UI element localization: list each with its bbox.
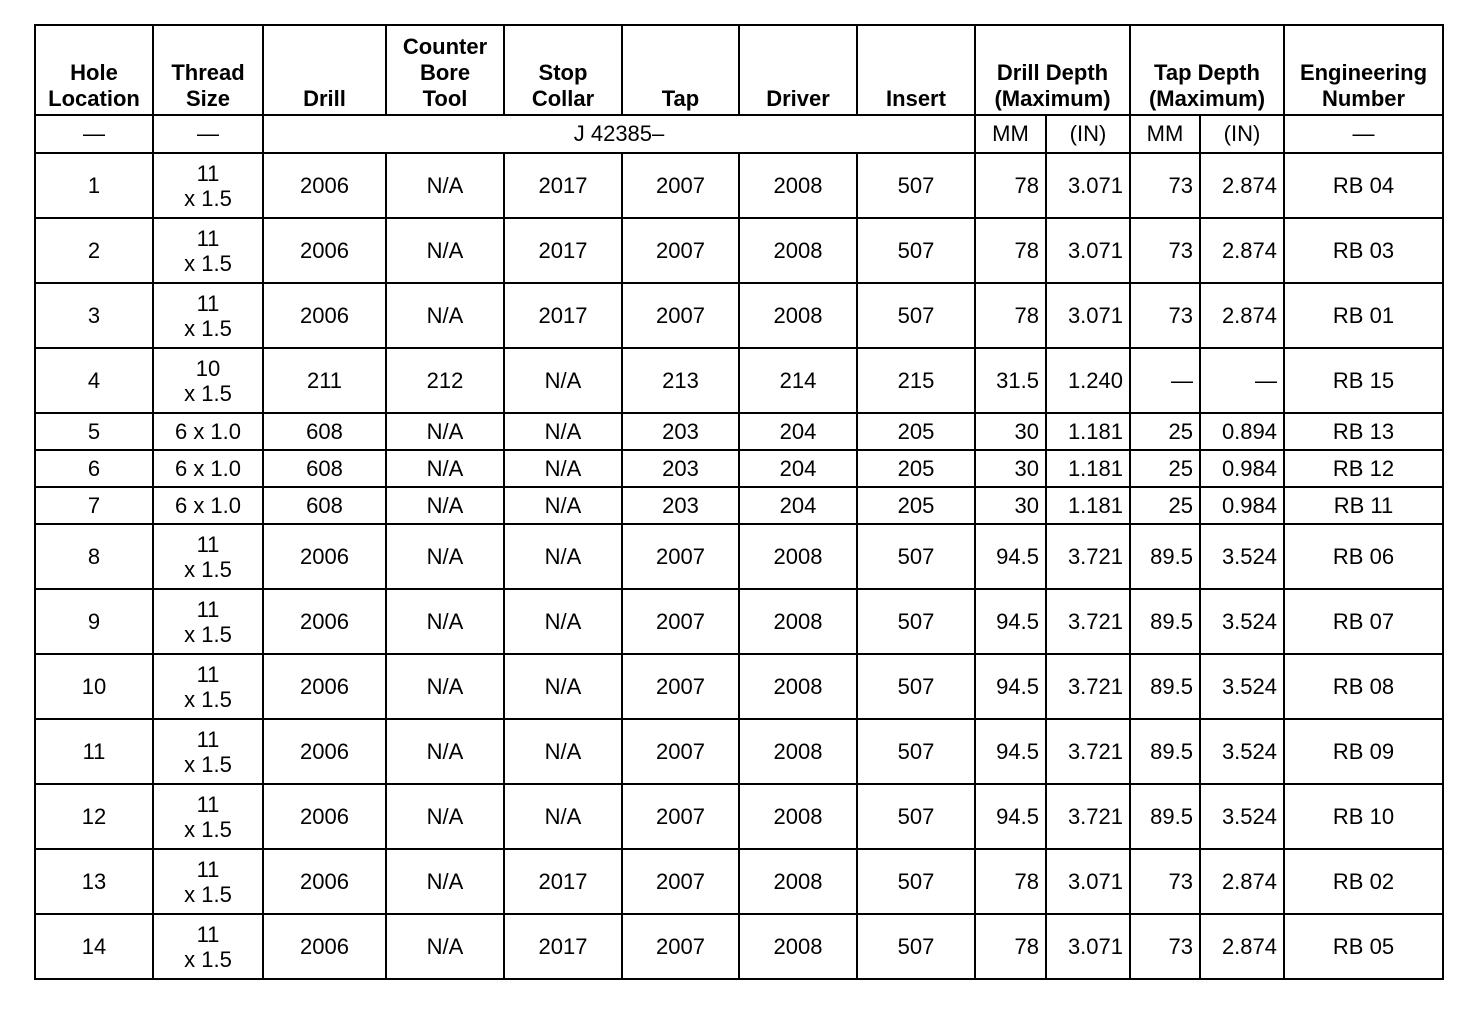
cell-tap-depth-mm: 25: [1130, 487, 1200, 524]
cell-drill-depth-in: 3.071: [1046, 283, 1130, 348]
cell-hole-location: 1: [35, 153, 153, 218]
cell-thread-size: [153, 413, 263, 450]
thread-size-line: 11: [196, 160, 220, 186]
cell-drill-depth-mm: 78: [975, 849, 1046, 914]
cell-stop-collar: 2017: [504, 218, 622, 283]
cell-thread-size: [153, 914, 263, 979]
cell-tap-depth-in: 3.524: [1200, 719, 1284, 784]
cell-counter-bore-tool: N/A: [386, 218, 504, 283]
cell-drill-depth-in: 3.071: [1046, 849, 1130, 914]
cell-tap-depth-mm: 89.5: [1130, 719, 1200, 784]
table-row: [35, 450, 1443, 487]
cell-driver: 2008: [739, 849, 857, 914]
cell-tap-depth-in: 2.874: [1200, 153, 1284, 218]
cell-counter-bore-tool: N/A: [386, 654, 504, 719]
cell-tap-depth-mm: 89.5: [1130, 589, 1200, 654]
cell-counter-bore-tool: N/A: [386, 450, 504, 487]
thread-size-line: x 1.5: [184, 621, 232, 647]
table-row: [35, 487, 1443, 524]
cell-tap-depth-in: 3.524: [1200, 654, 1284, 719]
cell-drill: 2006: [263, 719, 386, 784]
cell-hole-location: 12: [35, 784, 153, 849]
cell-stop-collar: N/A: [504, 589, 622, 654]
cell-tap-depth-mm: 73: [1130, 849, 1200, 914]
cell-thread-size: [153, 348, 263, 413]
cell-drill: 2006: [263, 914, 386, 979]
cell-drill-depth-mm: 31.5: [975, 348, 1046, 413]
table-row: [35, 348, 1443, 413]
table-row: [35, 784, 1443, 849]
subheader-drill-in: (IN): [1046, 115, 1130, 153]
cell-driver: 2008: [739, 153, 857, 218]
cell-tap: 203: [622, 450, 739, 487]
thread-size-line: x 1.5: [184, 946, 232, 972]
cell-drill: 2006: [263, 654, 386, 719]
cell-insert: 215: [857, 348, 975, 413]
cell-thread-size: [153, 849, 263, 914]
cell-driver: 2008: [739, 654, 857, 719]
cell-drill-depth-mm: 94.5: [975, 719, 1046, 784]
cell-drill-depth-mm: 30: [975, 487, 1046, 524]
cell-driver: 2008: [739, 914, 857, 979]
cell-stop-collar: N/A: [504, 413, 622, 450]
cell-drill-depth-mm: 94.5: [975, 524, 1046, 589]
cell-tap-depth-in: 2.874: [1200, 218, 1284, 283]
cell-engineering-number: RB 01: [1284, 283, 1443, 348]
thread-size-line: 11: [196, 856, 220, 882]
table-row: [35, 524, 1443, 589]
subheader-hole-location: —: [35, 115, 153, 153]
cell-thread-size: [153, 487, 263, 524]
cell-drill-depth-in: 3.721: [1046, 719, 1130, 784]
subheader-thread-size: —: [153, 115, 263, 153]
cell-engineering-number: RB 04: [1284, 153, 1443, 218]
cell-drill: 608: [263, 413, 386, 450]
cell-tap: 2007: [622, 914, 739, 979]
thread-size-line: 11: [196, 791, 220, 817]
cell-tap-depth-in: 0.984: [1200, 450, 1284, 487]
table-row: [35, 413, 1443, 450]
thread-size-line: 11: [196, 531, 220, 557]
header-driver: Driver: [739, 25, 857, 115]
cell-drill-depth-in: 3.721: [1046, 654, 1130, 719]
cell-stop-collar: N/A: [504, 654, 622, 719]
cell-insert: 205: [857, 487, 975, 524]
header-counter-bore-tool: Counter Bore Tool: [386, 25, 504, 115]
cell-drill-depth-in: 1.181: [1046, 413, 1130, 450]
cell-counter-bore-tool: 212: [386, 348, 504, 413]
cell-drill-depth-in: 3.071: [1046, 914, 1130, 979]
cell-engineering-number: RB 13: [1284, 413, 1443, 450]
table-row: [35, 153, 1443, 218]
table-row: [35, 849, 1443, 914]
cell-counter-bore-tool: N/A: [386, 589, 504, 654]
hole-tooling-table: [34, 24, 1444, 980]
thread-size-line: 11: [196, 596, 220, 622]
cell-thread-size: [153, 589, 263, 654]
cell-hole-location: 6: [35, 450, 153, 487]
cell-stop-collar: 2017: [504, 914, 622, 979]
cell-tap-depth-mm: 25: [1130, 450, 1200, 487]
cell-tap: 213: [622, 348, 739, 413]
cell-drill: 2006: [263, 784, 386, 849]
cell-tap: 2007: [622, 283, 739, 348]
cell-drill-depth-mm: 78: [975, 218, 1046, 283]
table-row: [35, 719, 1443, 784]
cell-engineering-number: RB 11: [1284, 487, 1443, 524]
cell-hole-location: 11: [35, 719, 153, 784]
header-stop-collar: Stop Collar: [504, 25, 622, 115]
cell-engineering-number: RB 12: [1284, 450, 1443, 487]
header-drill-depth: Drill Depth (Maximum): [975, 25, 1130, 115]
cell-engineering-number: RB 03: [1284, 218, 1443, 283]
thread-size-line: x 1.5: [184, 250, 232, 276]
cell-driver: 2008: [739, 283, 857, 348]
cell-drill-depth-in: 3.721: [1046, 589, 1130, 654]
cell-hole-location: 9: [35, 589, 153, 654]
cell-counter-bore-tool: N/A: [386, 487, 504, 524]
cell-tap: 2007: [622, 654, 739, 719]
cell-drill-depth-mm: 78: [975, 153, 1046, 218]
cell-driver: 2008: [739, 524, 857, 589]
cell-drill-depth-in: 1.181: [1046, 487, 1130, 524]
cell-tap: 2007: [622, 849, 739, 914]
cell-thread-size: [153, 524, 263, 589]
cell-stop-collar: N/A: [504, 524, 622, 589]
thread-size-line: x 1.5: [184, 751, 232, 777]
cell-hole-location: 4: [35, 348, 153, 413]
cell-drill: 2006: [263, 153, 386, 218]
cell-stop-collar: 2017: [504, 283, 622, 348]
cell-tap-depth-mm: 89.5: [1130, 654, 1200, 719]
cell-tap: 203: [622, 487, 739, 524]
header-drill: Drill: [263, 25, 386, 115]
cell-drill: 2006: [263, 218, 386, 283]
cell-tap-depth-in: 3.524: [1200, 524, 1284, 589]
header-insert: Insert: [857, 25, 975, 115]
cell-driver: 214: [739, 348, 857, 413]
cell-tap-depth-in: 3.524: [1200, 784, 1284, 849]
cell-drill-depth-in: 1.240: [1046, 348, 1130, 413]
thread-size-line: x 1.5: [184, 686, 232, 712]
cell-driver: 204: [739, 487, 857, 524]
cell-drill-depth-mm: 94.5: [975, 784, 1046, 849]
cell-counter-bore-tool: N/A: [386, 413, 504, 450]
cell-thread-size: [153, 153, 263, 218]
thread-size-line: 11: [196, 290, 220, 316]
cell-tap-depth-mm: 89.5: [1130, 784, 1200, 849]
cell-drill-depth-in: 3.721: [1046, 784, 1130, 849]
cell-insert: 507: [857, 914, 975, 979]
cell-engineering-number: RB 08: [1284, 654, 1443, 719]
header-tap-depth: Tap Depth (Maximum): [1130, 25, 1284, 115]
cell-hole-location: 10: [35, 654, 153, 719]
cell-tap-depth-mm: 89.5: [1130, 524, 1200, 589]
cell-insert: 205: [857, 413, 975, 450]
cell-thread-size: [153, 450, 263, 487]
cell-driver: 2008: [739, 218, 857, 283]
cell-tap: 2007: [622, 719, 739, 784]
cell-thread-size: [153, 218, 263, 283]
cell-hole-location: 7: [35, 487, 153, 524]
cell-insert: 507: [857, 784, 975, 849]
cell-drill: 211: [263, 348, 386, 413]
cell-tap-depth-in: 2.874: [1200, 849, 1284, 914]
cell-engineering-number: RB 05: [1284, 914, 1443, 979]
table-row: [35, 283, 1443, 348]
cell-driver: 2008: [739, 784, 857, 849]
cell-stop-collar: N/A: [504, 348, 622, 413]
cell-driver: 2008: [739, 719, 857, 784]
table-header: [35, 25, 1443, 153]
cell-tap-depth-mm: 73: [1130, 283, 1200, 348]
cell-engineering-number: RB 09: [1284, 719, 1443, 784]
cell-hole-location: 5: [35, 413, 153, 450]
unit-subheader-row: [35, 115, 1443, 153]
cell-engineering-number: RB 15: [1284, 348, 1443, 413]
cell-tap: 2007: [622, 784, 739, 849]
cell-tap-depth-mm: 25: [1130, 413, 1200, 450]
thread-size-line: x 1.5: [184, 185, 232, 211]
cell-drill-depth-mm: 94.5: [975, 589, 1046, 654]
thread-size-line: 11: [196, 921, 220, 947]
cell-tap-depth-mm: 73: [1130, 153, 1200, 218]
cell-stop-collar: N/A: [504, 487, 622, 524]
table-row: [35, 589, 1443, 654]
cell-drill-depth-in: 3.071: [1046, 153, 1130, 218]
table-body: [35, 153, 1443, 979]
table-row: [35, 654, 1443, 719]
table-row: [35, 218, 1443, 283]
cell-insert: 507: [857, 153, 975, 218]
cell-engineering-number: RB 06: [1284, 524, 1443, 589]
cell-insert: 205: [857, 450, 975, 487]
cell-drill-depth-mm: 78: [975, 914, 1046, 979]
thread-size-line: 6 x 1.0: [174, 493, 242, 518]
thread-size-line: x 1.5: [184, 315, 232, 341]
subheader-tap-in: (IN): [1200, 115, 1284, 153]
cell-counter-bore-tool: N/A: [386, 524, 504, 589]
cell-counter-bore-tool: N/A: [386, 914, 504, 979]
cell-thread-size: [153, 784, 263, 849]
cell-engineering-number: RB 02: [1284, 849, 1443, 914]
thread-size-line: x 1.5: [184, 881, 232, 907]
column-header-row: [35, 25, 1443, 115]
thread-size-line: 11: [196, 726, 220, 752]
cell-drill-depth-mm: 94.5: [975, 654, 1046, 719]
cell-counter-bore-tool: N/A: [386, 784, 504, 849]
cell-counter-bore-tool: N/A: [386, 719, 504, 784]
cell-drill: 2006: [263, 589, 386, 654]
subheader-tap-mm: MM: [1130, 115, 1200, 153]
cell-drill: 608: [263, 450, 386, 487]
header-tap: Tap: [622, 25, 739, 115]
cell-tap: 2007: [622, 218, 739, 283]
cell-insert: 507: [857, 218, 975, 283]
header-engineering-number: Engineering Number: [1284, 25, 1443, 115]
cell-tap-depth-in: 2.874: [1200, 283, 1284, 348]
cell-drill: 608: [263, 487, 386, 524]
cell-tap-depth-in: —: [1200, 348, 1284, 413]
cell-tap-depth-mm: —: [1130, 348, 1200, 413]
cell-driver: 204: [739, 413, 857, 450]
cell-hole-location: 8: [35, 524, 153, 589]
cell-tap-depth-in: 0.894: [1200, 413, 1284, 450]
cell-stop-collar: N/A: [504, 719, 622, 784]
cell-tap-depth-in: 0.984: [1200, 487, 1284, 524]
cell-drill-depth-mm: 30: [975, 413, 1046, 450]
cell-insert: 507: [857, 719, 975, 784]
cell-tap: 2007: [622, 524, 739, 589]
cell-stop-collar: N/A: [504, 784, 622, 849]
cell-drill: 2006: [263, 524, 386, 589]
cell-thread-size: [153, 654, 263, 719]
cell-hole-location: 3: [35, 283, 153, 348]
cell-drill-depth-in: 1.181: [1046, 450, 1130, 487]
cell-counter-bore-tool: N/A: [386, 153, 504, 218]
table-row: [35, 914, 1443, 979]
cell-counter-bore-tool: N/A: [386, 283, 504, 348]
cell-counter-bore-tool: N/A: [386, 849, 504, 914]
cell-engineering-number: RB 07: [1284, 589, 1443, 654]
cell-driver: 204: [739, 450, 857, 487]
cell-tap: 203: [622, 413, 739, 450]
thread-size-line: 11: [196, 661, 220, 687]
cell-tap-depth-mm: 73: [1130, 914, 1200, 979]
cell-stop-collar: N/A: [504, 450, 622, 487]
cell-drill-depth-in: 3.071: [1046, 218, 1130, 283]
thread-size-line: x 1.5: [184, 556, 232, 582]
cell-insert: 507: [857, 283, 975, 348]
cell-driver: 2008: [739, 589, 857, 654]
cell-tap: 2007: [622, 153, 739, 218]
cell-hole-location: 14: [35, 914, 153, 979]
cell-drill-depth-mm: 30: [975, 450, 1046, 487]
cell-thread-size: [153, 719, 263, 784]
subheader-tool-prefix: J 42385–: [263, 115, 975, 153]
cell-drill: 2006: [263, 283, 386, 348]
cell-drill-depth-in: 3.721: [1046, 524, 1130, 589]
thread-size-line: 6 x 1.0: [174, 419, 242, 444]
cell-thread-size: [153, 283, 263, 348]
cell-hole-location: 13: [35, 849, 153, 914]
subheader-drill-mm: MM: [975, 115, 1046, 153]
cell-tap: 2007: [622, 589, 739, 654]
cell-tap-depth-in: 3.524: [1200, 589, 1284, 654]
cell-insert: 507: [857, 849, 975, 914]
thread-size-line: 6 x 1.0: [174, 456, 242, 481]
cell-drill: 2006: [263, 849, 386, 914]
cell-insert: 507: [857, 589, 975, 654]
thread-size-line: x 1.5: [184, 816, 232, 842]
cell-insert: 507: [857, 524, 975, 589]
cell-tap-depth-in: 2.874: [1200, 914, 1284, 979]
cell-drill-depth-mm: 78: [975, 283, 1046, 348]
cell-insert: 507: [857, 654, 975, 719]
header-thread-size: Thread Size: [153, 25, 263, 115]
cell-tap-depth-mm: 73: [1130, 218, 1200, 283]
thread-size-line: x 1.5: [184, 380, 232, 406]
cell-engineering-number: RB 10: [1284, 784, 1443, 849]
cell-stop-collar: 2017: [504, 849, 622, 914]
subheader-engineering-number: —: [1284, 115, 1443, 153]
cell-stop-collar: 2017: [504, 153, 622, 218]
thread-size-line: 11: [196, 225, 220, 251]
thread-size-line: 10: [195, 355, 221, 381]
cell-hole-location: 2: [35, 218, 153, 283]
header-hole-location: Hole Location: [35, 25, 153, 115]
